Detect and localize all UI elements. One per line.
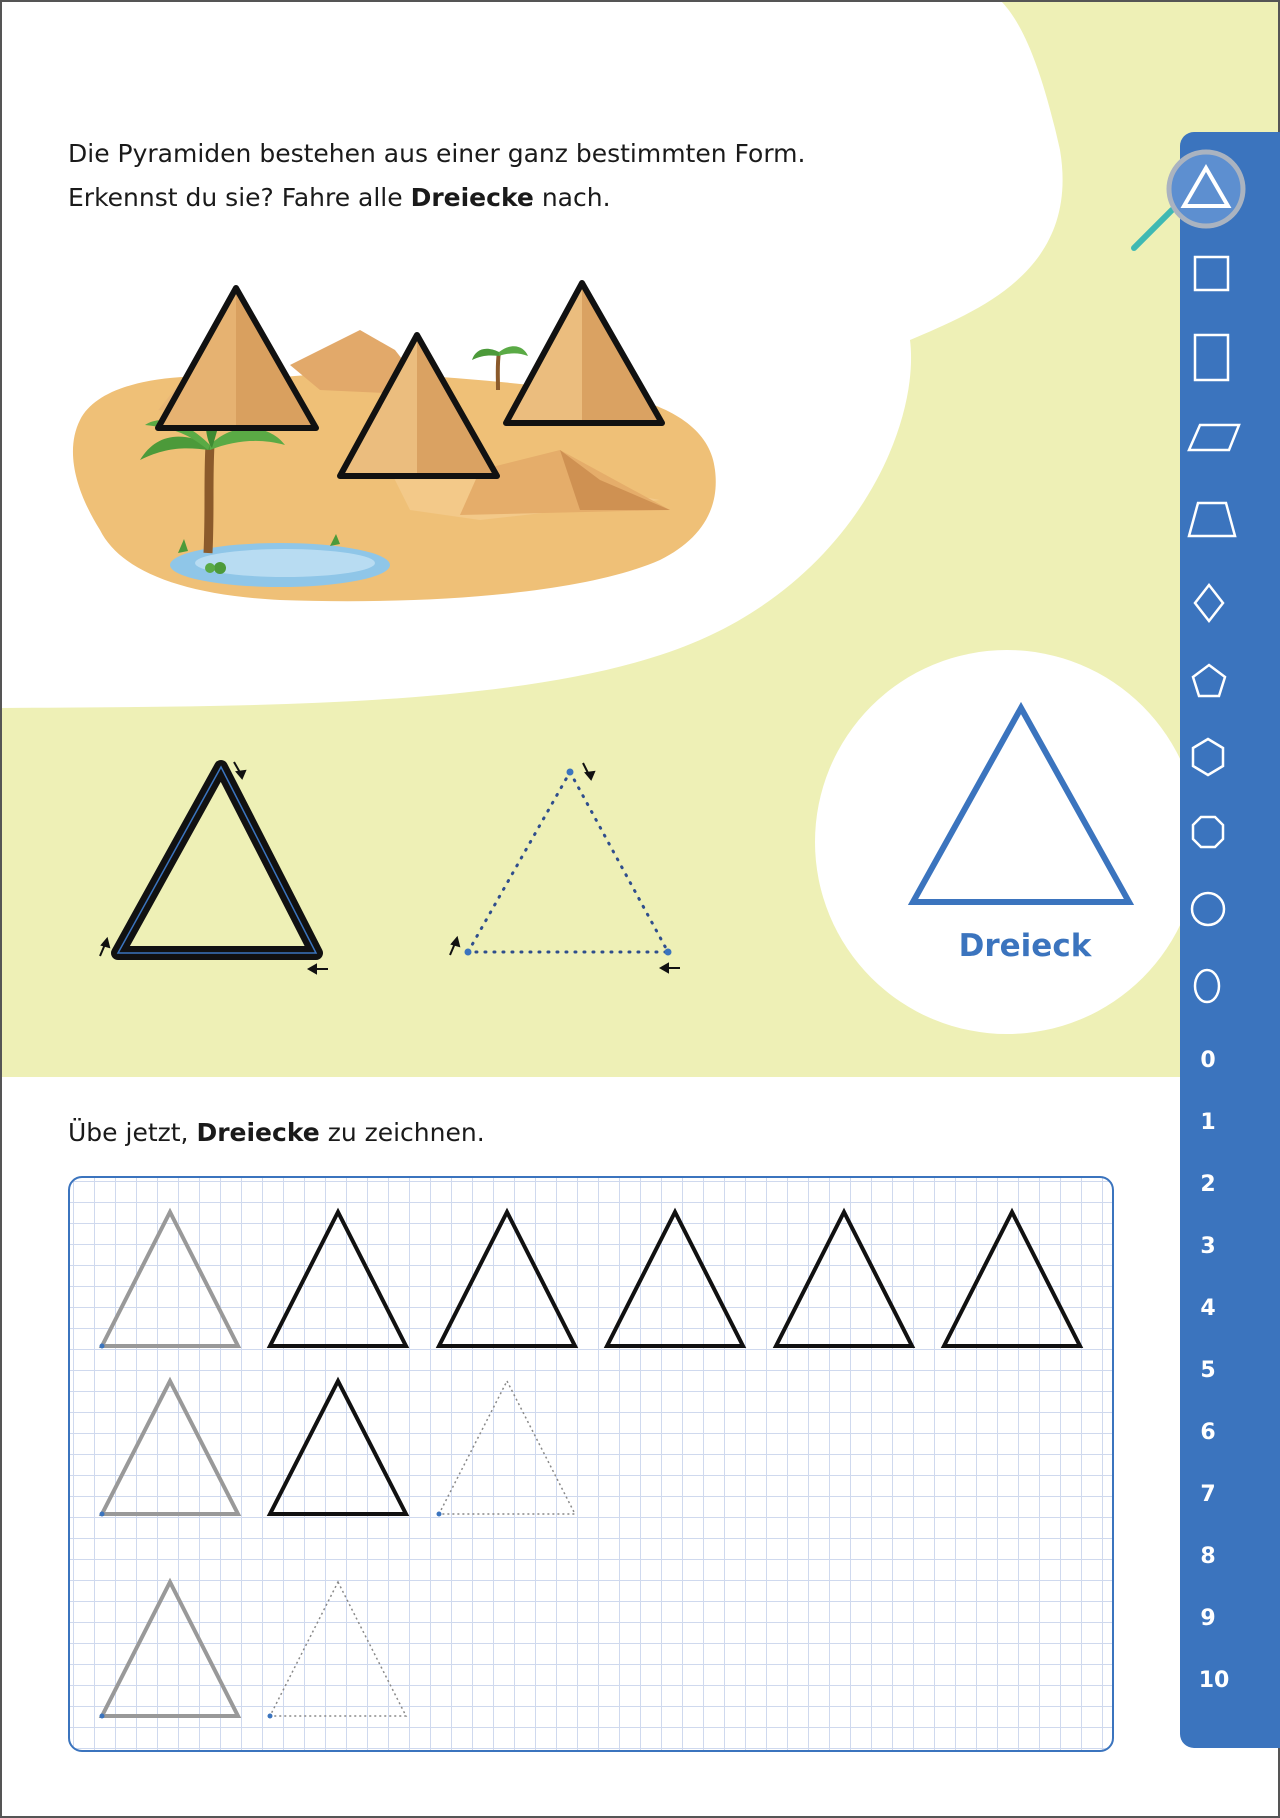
- triangle-example-large: [900, 695, 1140, 915]
- oval-icon[interactable]: [1192, 966, 1222, 1006]
- practice-triangle[interactable]: [776, 1212, 912, 1346]
- circle-icon[interactable]: [1189, 890, 1227, 928]
- octagon-icon[interactable]: [1190, 814, 1226, 850]
- practice-triangle[interactable]: [270, 1381, 406, 1514]
- practice-triangle[interactable]: [944, 1212, 1080, 1346]
- number-0[interactable]: 0: [1200, 1048, 1216, 1073]
- number-4[interactable]: 4: [1200, 1296, 1216, 1321]
- practice-triangle-dotted[interactable]: [268, 1582, 407, 1719]
- practice-triangle-dotted[interactable]: [437, 1381, 576, 1517]
- intro-keyword: Dreiecke: [410, 183, 534, 212]
- hexagon-icon[interactable]: [1190, 736, 1226, 778]
- example-triangle-gray: [100, 1381, 239, 1517]
- square-icon[interactable]: [1192, 254, 1232, 294]
- intro-line-2-start: Erkennst du sie? Fahre alle: [68, 183, 411, 212]
- number-9[interactable]: 9: [1200, 1606, 1216, 1631]
- shape-name-label: Dreieck: [958, 928, 1092, 964]
- magnifier-triangle-icon[interactable]: [1130, 148, 1250, 278]
- intro-text: [68, 132, 805, 220]
- number-6[interactable]: 6: [1200, 1420, 1216, 1445]
- parallelogram-icon[interactable]: [1186, 422, 1242, 454]
- number-2[interactable]: 2: [1200, 1172, 1216, 1197]
- intro-line-1: Die Pyramiden bestehen aus einer ganz bestimmten Form.: [68, 139, 806, 168]
- practice-text-start: Übe jetzt,: [68, 1118, 197, 1147]
- rectangle-icon[interactable]: [1192, 332, 1232, 384]
- number-7[interactable]: 7: [1200, 1482, 1216, 1507]
- example-triangle-gray: [100, 1212, 239, 1349]
- diamond-icon[interactable]: [1192, 582, 1226, 624]
- example-triangle-gray: [100, 1582, 239, 1719]
- number-3[interactable]: 3: [1200, 1234, 1216, 1259]
- number-8[interactable]: 8: [1200, 1544, 1216, 1569]
- pentagon-icon[interactable]: [1190, 662, 1228, 700]
- practice-triangle[interactable]: [439, 1212, 575, 1346]
- practice-grid[interactable]: [68, 1176, 1114, 1752]
- tracing-example-dotted: [440, 750, 700, 980]
- shape-number-sidebar: [1180, 132, 1280, 1748]
- tracing-example-solid: [90, 750, 350, 980]
- practice-triangles: [70, 1178, 1112, 1750]
- trapezoid-icon[interactable]: [1186, 500, 1238, 540]
- number-1[interactable]: 1: [1200, 1110, 1216, 1135]
- desert-pyramids-illustration: [60, 270, 730, 620]
- practice-triangle[interactable]: [270, 1212, 406, 1346]
- intro-line-2: [68, 176, 805, 220]
- practice-keyword: Dreiecke: [196, 1118, 320, 1147]
- practice-instruction: [68, 1118, 485, 1147]
- intro-line-2-end: nach.: [533, 183, 611, 212]
- stroke-direction-arrow: [450, 763, 680, 972]
- practice-text-end: zu zeichnen.: [319, 1118, 485, 1147]
- practice-triangle[interactable]: [607, 1212, 743, 1346]
- number-10[interactable]: 10: [1198, 1668, 1230, 1693]
- number-5[interactable]: 5: [1200, 1358, 1216, 1383]
